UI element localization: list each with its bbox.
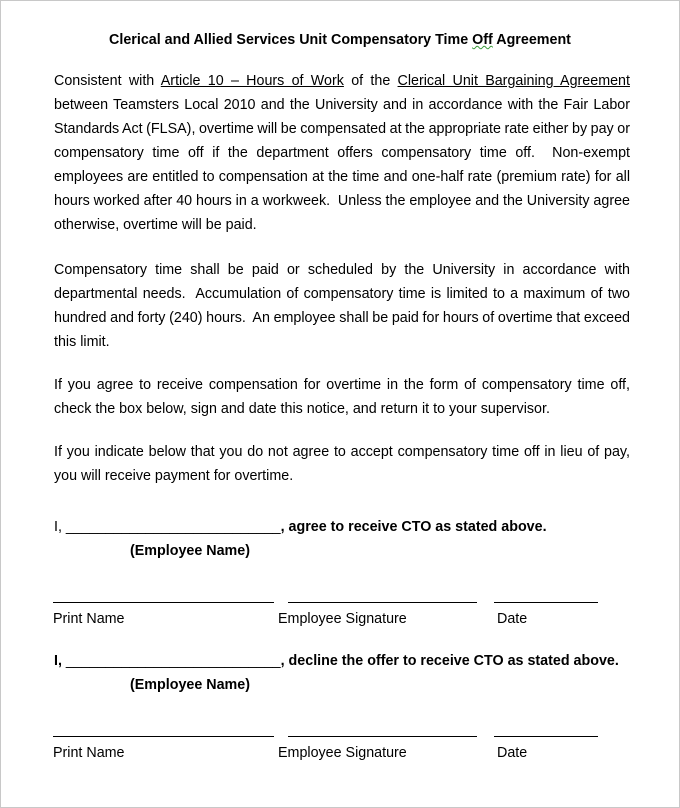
print-name-label: Print Name: [53, 611, 125, 627]
date-line[interactable]: [494, 736, 598, 737]
text: I,: [54, 519, 66, 535]
paragraph-4-line: you will receive payment for overtime.: [54, 468, 294, 484]
paragraph-1-line: Standards Act (FLSA), overtime will be compensated at the appropriate rate either by pay or: [54, 121, 630, 137]
paragraph-3-line: check the box below, sign and date this notice, and return it to your supervisor.: [54, 401, 550, 417]
signature-line[interactable]: [288, 602, 477, 603]
text: I,: [54, 653, 66, 669]
date-label: Date: [497, 745, 528, 761]
print-name-line[interactable]: [53, 602, 274, 603]
signature-line[interactable]: [288, 736, 477, 737]
paragraph-1-line: otherwise, overtime will be paid.: [54, 217, 257, 233]
document-title: [1, 32, 679, 49]
text: , decline the offer to receive CTO as stated above.: [280, 653, 619, 669]
paragraph-2-line: this limit.: [54, 334, 110, 350]
employee-name-caption: (Employee Name): [130, 543, 250, 559]
employee-name-blank[interactable]: ___________________________: [65, 653, 281, 669]
article-reference: Article 10 – Hours of Work: [160, 73, 344, 89]
date-line[interactable]: [494, 602, 598, 603]
print-name-line[interactable]: [53, 736, 274, 737]
paragraph-2-line: Compensatory time shall be paid or scheduled by the University in accordance with: [54, 262, 630, 278]
date-label: Date: [497, 611, 528, 627]
paragraph-3-line: If you agree to receive compensation for overtime in the form of compensatory time off,: [54, 377, 630, 393]
agree-statement: [54, 519, 547, 536]
print-name-label: Print Name: [53, 745, 125, 761]
text: Consistent with: [54, 73, 155, 89]
title-text-off: Off: [472, 32, 493, 48]
paragraph-1-line-1: [54, 73, 630, 90]
title-text: Clerical and Allied Services Unit Compensatory Time: [109, 32, 473, 48]
decline-statement: [54, 653, 619, 670]
signature-label: Employee Signature: [278, 745, 407, 761]
agreement-reference: Clerical Unit Bargaining Agreement: [397, 73, 630, 89]
paragraph-2-line: departmental needs. Accumulation of compensatory time is limited to a maximum of two: [54, 286, 630, 302]
signature-label: Employee Signature: [278, 611, 407, 627]
paragraph-1-line: between Teamsters Local 2010 and the University and in accordance with the Fair Labor: [54, 97, 630, 113]
text: , agree to receive CTO as stated above.: [280, 519, 547, 535]
paragraph-1-line: employees are entitled to compensation at the time and one-half rate (premium rate) for all: [54, 169, 630, 185]
employee-name-caption: (Employee Name): [130, 677, 250, 693]
text: of the: [351, 73, 391, 89]
paragraph-1-line: hours worked after 40 hours in a workweek. Unless the employee and the University agree: [54, 193, 630, 209]
paragraph-1-line: compensatory time off if the department offers compensatory time off. Non-exempt: [54, 145, 630, 161]
paragraph-4-line: If you indicate below that you do not agree to accept compensatory time off in lieu of pay,: [54, 444, 630, 460]
title-text-end: Agreement: [492, 32, 571, 48]
employee-name-blank[interactable]: ___________________________: [65, 519, 281, 535]
paragraph-2-line: hundred and forty (240) hours. An employee shall be paid for hours of overtime that exceed: [54, 310, 630, 326]
